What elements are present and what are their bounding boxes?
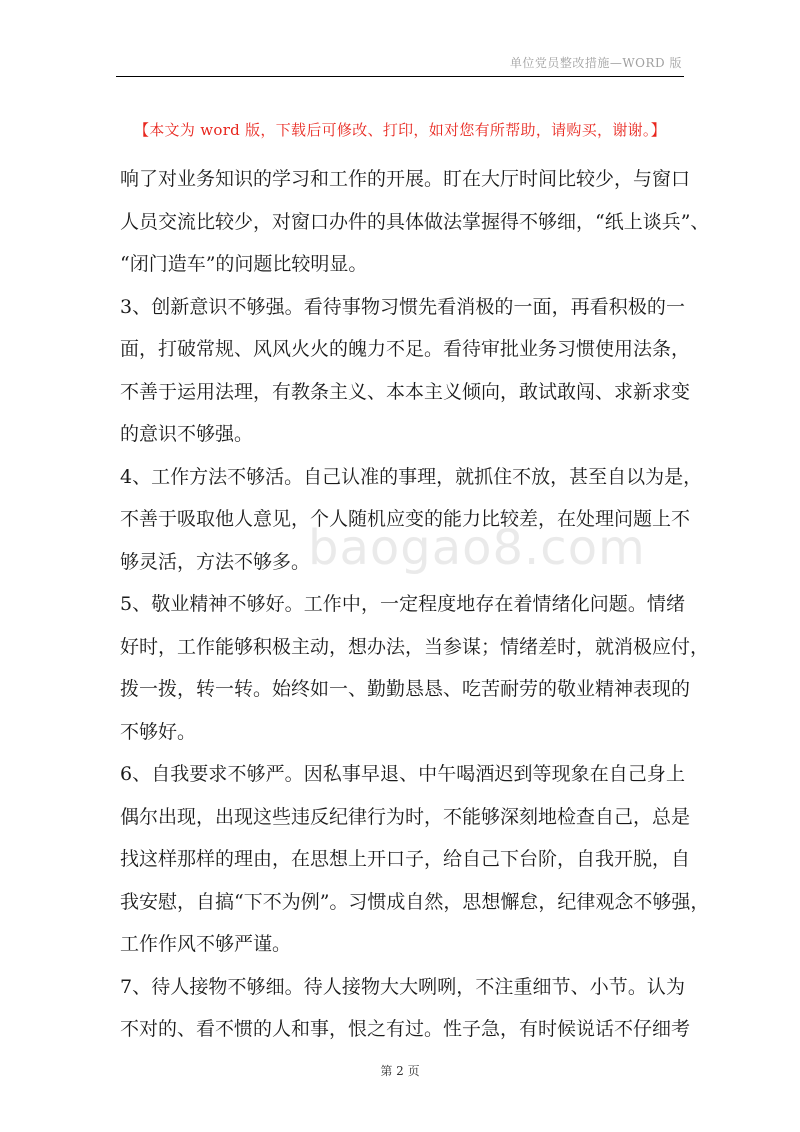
text-line: “闭门造车”的问题比较明显。 [120,253,368,275]
text-line: 4、工作方法不够活。自己认准的事理，就抓住不放，甚至自以为是， [120,465,703,488]
paragraph-item-7 [120,966,691,1051]
text-line: 不够好。 [120,720,197,743]
text-line: 人员交流比较少，对窗口办件的具体做法掌握得不够细，“纸上谈兵”、 [120,210,710,233]
text-line: 工作作风不够严谨。 [120,933,292,955]
text-line: 拨一拨，转一转。始终如一、勤勤恳恳、吃苦耐劳的敬业精神表现的 [120,678,691,700]
page-number: 第 2 页 [380,1064,420,1078]
text-line: 偶尔出现，出现这些违反纪律行为时，不能够深刻地检查自己，总是 [120,805,691,828]
text-line: 面，打破常规、风风火火的魄力不足。看待审批业务习惯使用法条， [120,338,691,360]
document-header-title: 单位党员整改措施—WORD 版 [509,56,682,70]
paragraph-item-3 [120,286,691,456]
text-line: 6、自我要求不够严。因私事早退、中午喝酒迟到等现象在自己身上 [120,763,685,785]
paragraph-item-6 [120,753,710,966]
text-line: 好时，工作能够积极主动，想办法，当参谋；情绪差时，就消极应付， [120,635,710,658]
text-line: 7、待人接物不够细。待人接物大大咧咧，不注重细节、小节。认为 [120,975,685,998]
text-line: 够灵活，方法不够多。 [120,550,311,573]
text-line: 3、创新意识不够强。看待事物习惯先看消极的一面，再看积极的一 [120,295,685,318]
text-line: 5、敬业精神不够好。工作中，一定程度地存在着情绪化问题。情绪 [120,593,685,615]
text-line: 不善于吸取他人意见，个人随机应变的能力比较差，在处理问题上不 [120,508,691,530]
text-line: 不对的、看不惯的人和事，恨之有过。性子急，有时候说话不仔细考 [120,1018,691,1040]
document-body [120,158,710,1051]
paragraph-continuation [120,158,710,286]
text-line: 的意识不够强。 [120,423,254,445]
text-line: 响了对业务知识的学习和工作的开展。盯在大厅时间比较少，与窗口 [120,168,691,190]
text-line: 找这样那样的理由，在思想上开口子，给自己下台阶，自我开脱，自 [120,848,691,870]
paragraph-item-4 [120,456,703,584]
text-line: 我安慰，自搞“下不为例”。习惯成自然，思想懈怠，纪律观念不够强， [120,890,710,913]
header-divider [116,76,684,77]
watermark: baogao8.com [308,520,646,576]
paragraph-item-5 [120,583,710,753]
text-line: 不善于运用法理，有教条主义、本本主义倾向，敢试敢闯、求新求变 [120,380,691,403]
purchase-notice: 【本文为 word 版，下载后可修改、打印，如对您有所帮助，请购买，谢谢。】 [133,121,667,139]
